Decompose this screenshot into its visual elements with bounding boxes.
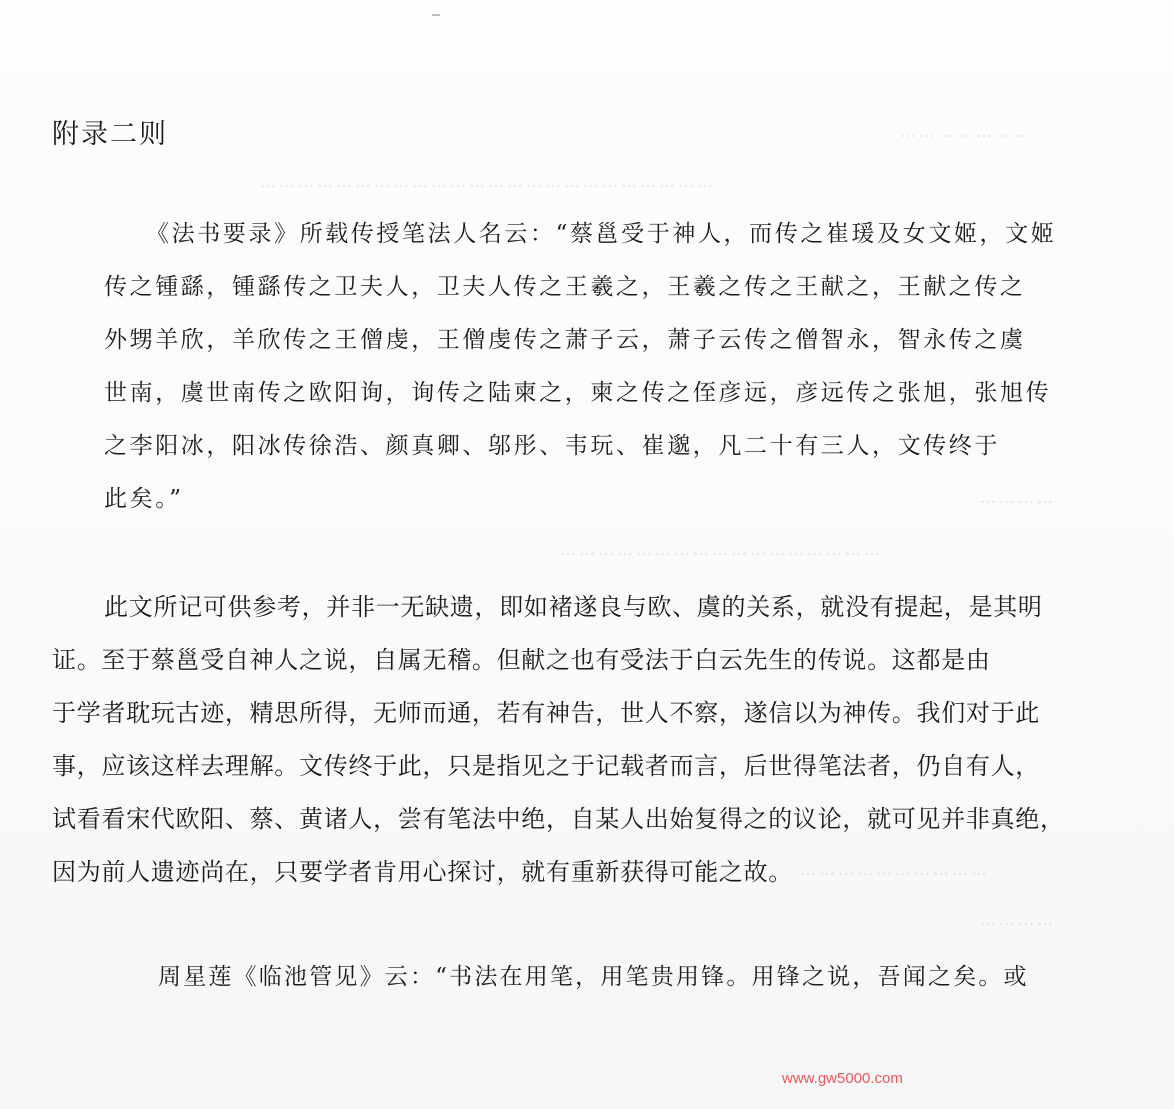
quote-line: 之李阳冰，阳冰传徐浩、颜真卿、邬彤、韦玩、崔邈，凡二十有三人，文传终于 — [104, 433, 1000, 459]
quote-line: 传之锺繇，锺繇传之卫夫人，卫夫人传之王羲之，王羲之传之王献之，王献之传之 — [104, 274, 1026, 300]
body-line: 证。至于蔡邕受自神人之说，自属无稽。但献之也有受法于白云先生的传说。这都是由 — [52, 646, 991, 674]
body-line: 因为前人遗迹尚在，只要学者肯用心探讨，就有重新获得可能之故。 — [52, 858, 793, 886]
show-through-text: ………………………… — [800, 860, 990, 879]
show-through-text: ………… — [980, 910, 1056, 929]
body-line: 事，应该这样去理解。文传终于此，只是指见之于记载者而言，后世得笔法者，仍自有人， — [52, 752, 1040, 780]
body-line: 于学者耽玩古迹，精思所得，无师而通，若有神告，世人不察，遂信以为神传。我们对于此 — [52, 699, 1040, 727]
quote-line: 世南，虞世南传之欧阳询，询传之陆柬之，柬之传之侄彦远，彦远传之张旭，张旭传 — [104, 380, 1052, 406]
quote-line: 周星莲《临池管见》云：“书法在用笔，用笔贵用锋。用锋之说，吾闻之矣。或 — [158, 964, 1029, 990]
show-through-text: ……………………………………………………………… — [260, 172, 716, 191]
quote-line: 此矣。” — [104, 486, 184, 512]
show-through-text: ………… — [980, 488, 1056, 507]
show-through-text: …………………………………………… — [560, 540, 883, 559]
scan-mark — [432, 14, 440, 16]
quote-line: 《法书要录》所载传授笔法人名云：“蔡邕受于神人，而传之崔瑗及女文姬，文姬 — [146, 221, 1057, 247]
quote-line: 外甥羊欣，羊欣传之王僧虔，王僧虔传之萧子云，萧子云传之僧智永，智永传之虞 — [104, 327, 1026, 353]
site-watermark: www.gw5000.com — [782, 1070, 903, 1087]
body-line: 此文所记可供参考，并非一无缺遗，即如褚遂良与欧、虞的关系，就没有提起，是其明 — [104, 593, 1043, 621]
show-through-text: ………………… — [900, 122, 1033, 141]
section-heading: 附录二则 — [52, 119, 168, 150]
body-line: 试看看宋代欧阳、蔡、黄诸人，尝有笔法中绝，自某人出始复得之的议论，就可见并非真绝， — [52, 805, 1065, 833]
